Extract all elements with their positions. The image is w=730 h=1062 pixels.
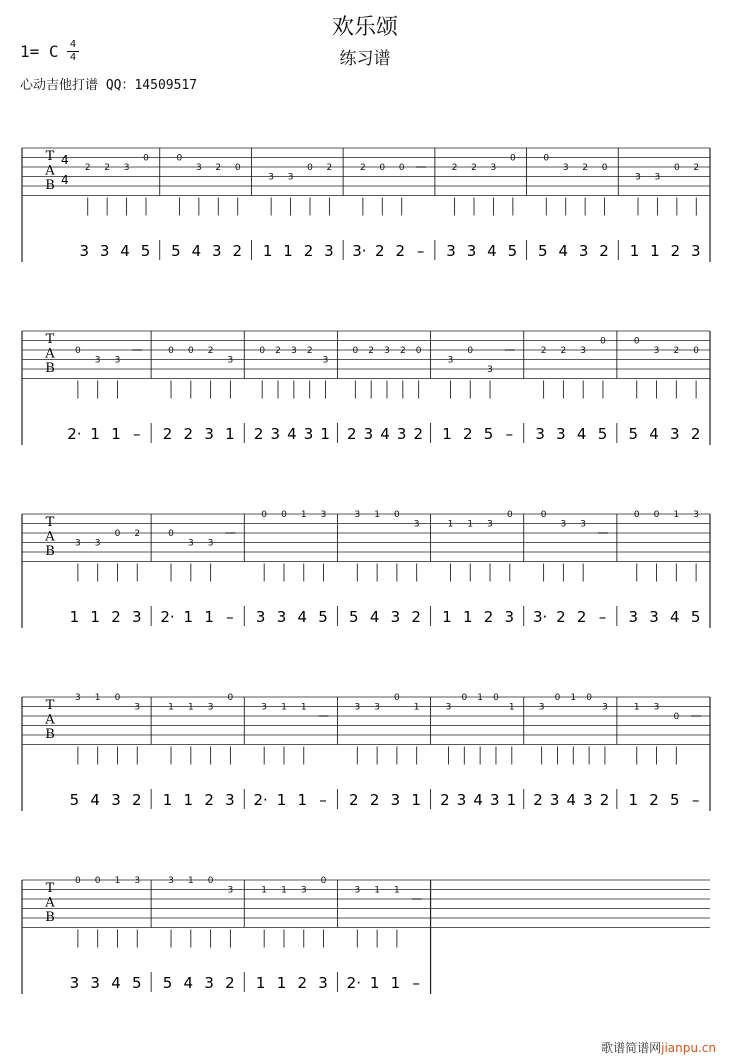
fret-number: 2 <box>368 346 375 356</box>
jianpu-number: 2· <box>160 608 175 626</box>
jianpu-number: 2 <box>253 425 264 443</box>
jianpu-number: 3 <box>204 974 214 992</box>
tab-system <box>22 148 710 262</box>
jianpu-number: 2 <box>599 791 610 809</box>
jianpu-number: 2 <box>346 425 357 443</box>
fret-number: 2 <box>326 163 333 173</box>
jianpu-number: 2 <box>411 608 421 626</box>
fret-number: 3 <box>580 519 587 530</box>
fret-number: 2 <box>134 529 141 539</box>
fret-number: 0 <box>601 163 608 173</box>
jianpu-number: 4 <box>120 242 130 260</box>
fret-number: 2 <box>451 163 458 173</box>
watermark-prefix: 歌谱简谱网 <box>601 1041 662 1055</box>
key-signature: 1= C <box>20 42 59 61</box>
jianpu-number: 5 <box>507 242 518 260</box>
jianpu-number: – <box>505 425 514 443</box>
jianpu-number: 2 <box>111 608 121 626</box>
fret-number: 0 <box>94 876 101 886</box>
fret-number: 1 <box>374 885 380 896</box>
jianpu-number: 2 <box>297 974 308 992</box>
jianpu-number: 4 <box>487 242 497 260</box>
jianpu-number: 1 <box>90 608 100 626</box>
jianpu-number: 5 <box>483 425 494 443</box>
fret-number: 0 <box>168 346 174 356</box>
jianpu-number: 3 <box>549 791 560 809</box>
fret-number: 0 <box>415 346 422 356</box>
fret-number: 0 <box>398 163 405 173</box>
jianpu-number: 3· <box>532 608 548 626</box>
watermark-site: jianpu.cn <box>661 1041 716 1055</box>
jianpu-number: 1 <box>506 791 517 809</box>
jianpu-number: 2 <box>349 791 359 809</box>
fret-number: 0 <box>261 510 268 520</box>
fret-number: 1 <box>300 510 307 520</box>
jianpu-number: 3 <box>456 791 467 809</box>
jianpu-number: 2 <box>462 425 473 443</box>
tab-clef-letter: B <box>45 361 55 376</box>
fret-number: 3 <box>322 355 329 366</box>
fret-number: 0 <box>467 346 474 356</box>
fret-number: 0 <box>506 510 513 520</box>
tab-clef-letter: A <box>45 712 55 728</box>
fret-number: 3 <box>227 885 234 896</box>
jianpu-number: 3 <box>69 974 80 992</box>
jianpu-number: 2 <box>183 425 194 443</box>
jianpu-number: 5 <box>131 974 142 992</box>
jianpu-number: 5 <box>670 791 680 809</box>
jianpu-number: 4 <box>670 608 680 626</box>
fret-number: 1 <box>261 885 268 896</box>
fret-number: 1 <box>508 702 515 713</box>
jianpu-number: 1 <box>183 608 194 626</box>
jianpu-number: 2 <box>670 242 681 260</box>
jianpu-number: 5 <box>318 608 328 626</box>
jianpu-number: 5 <box>538 242 548 260</box>
jianpu-number: 2 <box>232 242 242 260</box>
fret-number: 3 <box>187 538 194 549</box>
fret-number: 2 <box>560 346 567 356</box>
fret-number: 0 <box>554 693 561 703</box>
fret-number: 1 <box>281 702 287 713</box>
jianpu-number: 3 <box>489 791 500 809</box>
fret-number: 3 <box>384 346 390 356</box>
fret-number: 3 <box>693 510 699 520</box>
jianpu-number: 3 <box>628 608 639 626</box>
fret-number: 1 <box>570 693 577 703</box>
jianpu-number: 3 <box>303 425 314 443</box>
jianpu-number: 3 <box>324 242 334 260</box>
fret-number: 2 <box>693 163 700 173</box>
jianpu-number: – <box>416 242 425 260</box>
fret-number: 3 <box>75 538 81 549</box>
jianpu-number: 3 <box>396 425 407 443</box>
fret-number: 1 <box>477 693 484 703</box>
fret-number: 0 <box>114 693 121 703</box>
fret-number: 1 <box>394 885 400 896</box>
fret-number: 0 <box>75 876 81 886</box>
fret-number: 3 <box>374 702 380 713</box>
fret-number: 0 <box>673 163 680 173</box>
jianpu-number: 3· <box>352 242 367 260</box>
fret-number: 3 <box>487 519 493 530</box>
fret-number: 3 <box>300 885 307 896</box>
jianpu-number: – <box>226 608 234 626</box>
jianpu-number: 2 <box>303 242 314 260</box>
jianpu-number: 4 <box>576 425 587 443</box>
fret-number: 1 <box>168 702 174 713</box>
fret-number: 3 <box>538 702 545 713</box>
fret-number: 3 <box>354 885 361 896</box>
jianpu-number: 3 <box>111 791 121 809</box>
jianpu-number: 1 <box>442 608 452 626</box>
fret-number: 2 <box>215 163 222 173</box>
jianpu-number: 4 <box>297 608 308 626</box>
fret-number: 2 <box>275 346 281 356</box>
jianpu-number: 5 <box>162 974 173 992</box>
jianpu-number: 4 <box>183 974 194 992</box>
jianpu-number: 3 <box>504 608 515 626</box>
fret-number: 1 <box>467 519 474 530</box>
time-signature-top: 4 <box>69 39 77 50</box>
jianpu-number: 4 <box>90 791 100 809</box>
fret-number: 0 <box>75 346 81 356</box>
fret-number: 3 <box>654 172 661 183</box>
jianpu-number: 5 <box>349 608 359 626</box>
tab-clef-letter: B <box>45 544 55 559</box>
jianpu-number: 2 <box>649 791 659 809</box>
jianpu-number: 3 <box>535 425 545 443</box>
fret-number: 2 <box>104 163 111 173</box>
tab-clef-letter: T <box>45 332 55 347</box>
jianpu-number: 1 <box>225 425 235 443</box>
jianpu-number: 2· <box>346 974 361 992</box>
tab-clef-letter: A <box>45 163 55 179</box>
jianpu-number: 1 <box>390 974 401 992</box>
fret-number: 3 <box>562 163 569 173</box>
fret-number: 3 <box>207 538 214 549</box>
fret-number: 1 <box>281 885 287 896</box>
fret-number: 3 <box>354 702 361 713</box>
jianpu-number: 5 <box>140 242 151 260</box>
fret-number: 2 <box>207 346 214 356</box>
jianpu-number: – <box>412 974 420 992</box>
jianpu-number: 2 <box>204 791 214 809</box>
jianpu-number: – <box>319 791 327 809</box>
fret-number: 0 <box>673 712 680 722</box>
fret-number: 0 <box>281 510 287 520</box>
jianpu-number: 1 <box>111 425 121 443</box>
jianpu-number: 2 <box>225 974 235 992</box>
jianpu-number: 2 <box>395 242 405 260</box>
jianpu-number: 4 <box>111 974 121 992</box>
fret-number: 3 <box>354 510 361 520</box>
fret-number: 3 <box>261 702 268 713</box>
fret-number: 3 <box>560 519 567 530</box>
fret-number: 3 <box>487 365 493 375</box>
jianpu-number: 1 <box>320 425 330 443</box>
fret-number: 0 <box>168 529 174 539</box>
fret-number: 2 <box>673 346 680 356</box>
tab-clef-letter: B <box>45 910 55 925</box>
fret-number: 0 <box>633 336 640 347</box>
fret-number: 0 <box>540 510 547 520</box>
jianpu-number: 3 <box>390 608 401 626</box>
fret-number: 2 <box>306 346 313 356</box>
jianpu-number: 2 <box>483 608 494 626</box>
fret-number: 0 <box>693 346 699 356</box>
jianpu-number: 2 <box>690 425 701 443</box>
jianpu-number: 3 <box>446 242 456 260</box>
jianpu-number: 1 <box>69 608 80 626</box>
jianpu-number: 1 <box>297 791 308 809</box>
fret-number: 0 <box>234 163 241 173</box>
jianpu-number: 1 <box>276 974 287 992</box>
jianpu-number: 3 <box>131 608 142 626</box>
jianpu-number: 3 <box>466 242 477 260</box>
fret-number: 0 <box>259 346 266 356</box>
fret-number: 2 <box>399 346 406 356</box>
jianpu-number: 1 <box>276 791 287 809</box>
jianpu-number: 3 <box>556 425 566 443</box>
jianpu-number: 2· <box>67 425 82 443</box>
jianpu-number: 1 <box>204 608 214 626</box>
fret-number: 0 <box>600 336 606 347</box>
jianpu-number: 4 <box>558 242 568 260</box>
jianpu-number: 2 <box>413 425 424 443</box>
fret-number: 1 <box>94 693 101 703</box>
fret-number: 0 <box>586 693 592 703</box>
fret-number: 1 <box>114 876 121 886</box>
fret-number: 3 <box>413 519 420 530</box>
fret-number: 3 <box>447 355 454 366</box>
fret-number: 3 <box>114 355 121 366</box>
jianpu-number: – <box>598 608 607 626</box>
jianpu-number: 2 <box>599 242 609 260</box>
fret-number: 0 <box>114 529 121 539</box>
jianpu-number: 1 <box>162 791 173 809</box>
fret-number: 2 <box>582 163 589 173</box>
fret-number: 0 <box>394 693 400 703</box>
fret-number: 0 <box>461 693 468 703</box>
fret-number: 2 <box>359 163 366 173</box>
fret-number: 1 <box>300 702 307 713</box>
jianpu-number: 1 <box>262 242 273 260</box>
tab-system <box>22 693 710 811</box>
fret-number: 0 <box>633 510 640 520</box>
jianpu-number: 3 <box>318 974 328 992</box>
fret-number: 3 <box>195 163 202 173</box>
jianpu-number: 4 <box>287 425 297 443</box>
jianpu-number: 3 <box>583 791 593 809</box>
jianpu-number: 3 <box>79 242 89 260</box>
jianpu-number: 5 <box>171 242 181 260</box>
tab-clef-letter: B <box>45 178 55 193</box>
jianpu-number: 3 <box>204 425 214 443</box>
jianpu-number: 2 <box>440 791 450 809</box>
jianpu-number: 3 <box>255 608 266 626</box>
fret-number: 3 <box>268 172 275 183</box>
jianpu-number: 1 <box>629 242 640 260</box>
jianpu-number: 3 <box>649 608 659 626</box>
fret-number: 0 <box>653 510 660 520</box>
jianpu-number: 4 <box>473 791 483 809</box>
fret-number: 3 <box>580 346 587 356</box>
fret-number: 0 <box>176 153 183 164</box>
jianpu-number: 5 <box>69 791 80 809</box>
fret-number: 3 <box>320 510 327 520</box>
jianpu-number: 4 <box>369 608 380 626</box>
fret-number: 0 <box>493 693 499 703</box>
jianpu-number: 3 <box>99 242 110 260</box>
jianpu-number: 2 <box>556 608 566 626</box>
song-subtitle: 练习谱 <box>339 49 391 69</box>
tab-clef-letter: T <box>45 515 55 530</box>
fret-number: 1 <box>187 702 194 713</box>
jianpu-number: 2 <box>369 791 380 809</box>
jianpu-number: – <box>133 425 141 443</box>
fret-number: 3 <box>287 172 294 183</box>
jianpu-number: 2 <box>131 791 142 809</box>
fret-number: 3 <box>94 538 101 549</box>
jianpu-number: 2· <box>253 791 268 809</box>
fret-number: 0 <box>394 510 400 520</box>
tab-timesig-top: 4 <box>61 153 69 167</box>
fret-number: 1 <box>633 702 640 713</box>
fret-number: 1 <box>374 510 380 520</box>
jianpu-number: 2 <box>162 425 173 443</box>
fret-number: 0 <box>207 876 214 886</box>
fret-number: 2 <box>540 346 547 356</box>
jianpu-number: 2 <box>533 791 543 809</box>
jianpu-number: 3 <box>212 242 222 260</box>
fret-number: 0 <box>307 163 313 173</box>
jianpu-number: 4 <box>380 425 390 443</box>
fret-number: 1 <box>187 876 194 886</box>
jianpu-number: 5 <box>628 425 639 443</box>
tab-clef-letter: A <box>45 529 55 545</box>
fret-number: 3 <box>602 702 608 713</box>
fret-number: 3 <box>75 693 81 703</box>
jianpu-number: 1 <box>462 608 473 626</box>
jianpu-number: 1 <box>411 791 421 809</box>
tab-clef-letter: A <box>45 895 55 911</box>
jianpu-number: 5 <box>597 425 608 443</box>
jianpu-number: 4 <box>649 425 659 443</box>
fret-number: 3 <box>168 876 174 886</box>
fret-number: 1 <box>447 519 454 530</box>
jianpu-number: 3 <box>225 791 235 809</box>
jianpu-number: 2 <box>375 242 385 260</box>
tab-clef-letter: B <box>45 727 55 742</box>
tab-timesig-bottom: 4 <box>61 173 69 187</box>
jianpu-number: 1 <box>90 425 100 443</box>
fret-number: 3 <box>227 355 234 366</box>
jianpu-number: 1 <box>283 242 293 260</box>
fret-number: 3 <box>490 163 497 173</box>
jianpu-number: 5 <box>690 608 701 626</box>
fret-number: 3 <box>290 346 297 356</box>
fret-number: 2 <box>471 163 477 173</box>
fret-number: 3 <box>94 355 101 366</box>
fret-number: 0 <box>543 153 550 164</box>
jianpu-number: 3 <box>578 242 589 260</box>
tab-system <box>22 876 710 994</box>
jianpu-number: 1 <box>628 791 639 809</box>
jianpu-number: 1 <box>369 974 380 992</box>
jianpu-number: 1 <box>442 425 452 443</box>
tab-system <box>22 331 710 445</box>
fret-number: 2 <box>84 163 91 173</box>
jianpu-number: 3 <box>270 425 281 443</box>
jianpu-number: 3 <box>670 425 680 443</box>
song-title: 欢乐颂 <box>331 15 398 40</box>
tab-clef-letter: T <box>45 698 55 713</box>
jianpu-number: 3 <box>90 974 100 992</box>
jianpu-number: – <box>691 791 700 809</box>
tab-clef-letter: A <box>45 346 55 362</box>
jianpu-number: 3 <box>390 791 401 809</box>
arranger-credit: 心动吉他打谱 QQ：14509517 <box>20 78 198 93</box>
fret-number: 3 <box>207 702 214 713</box>
tab-clef-letter: T <box>45 149 55 164</box>
time-signature-bottom: 4 <box>69 52 77 63</box>
fret-number: 0 <box>143 153 149 164</box>
fret-number: 0 <box>379 163 386 173</box>
jianpu-number: 2 <box>576 608 587 626</box>
fret-number: 3 <box>635 172 641 183</box>
jianpu-number: 1 <box>183 791 194 809</box>
fret-number: 3 <box>134 702 141 713</box>
jianpu-number: 4 <box>191 242 202 260</box>
fret-number: 3 <box>653 702 660 713</box>
fret-number: 3 <box>123 163 130 173</box>
fret-number: 3 <box>445 702 452 713</box>
fret-number: 3 <box>134 876 141 886</box>
fret-number: 0 <box>320 876 327 886</box>
jianpu-number: 3 <box>691 242 701 260</box>
fret-number: 0 <box>352 346 359 356</box>
jianpu-number: 4 <box>566 791 577 809</box>
jianpu-number: 1 <box>650 242 660 260</box>
fret-number: 0 <box>227 693 234 703</box>
jianpu-number: 3 <box>276 608 287 626</box>
watermark <box>601 1039 716 1056</box>
jianpu-number: 1 <box>255 974 266 992</box>
tab-system <box>22 510 710 628</box>
fret-number: 0 <box>509 153 516 164</box>
fret-number: 0 <box>187 346 194 356</box>
tab-clef-letter: T <box>45 881 55 896</box>
fret-number: 3 <box>653 346 660 356</box>
jianpu-number: 3 <box>363 425 374 443</box>
fret-number: 1 <box>673 510 680 520</box>
fret-number: 1 <box>413 702 420 713</box>
